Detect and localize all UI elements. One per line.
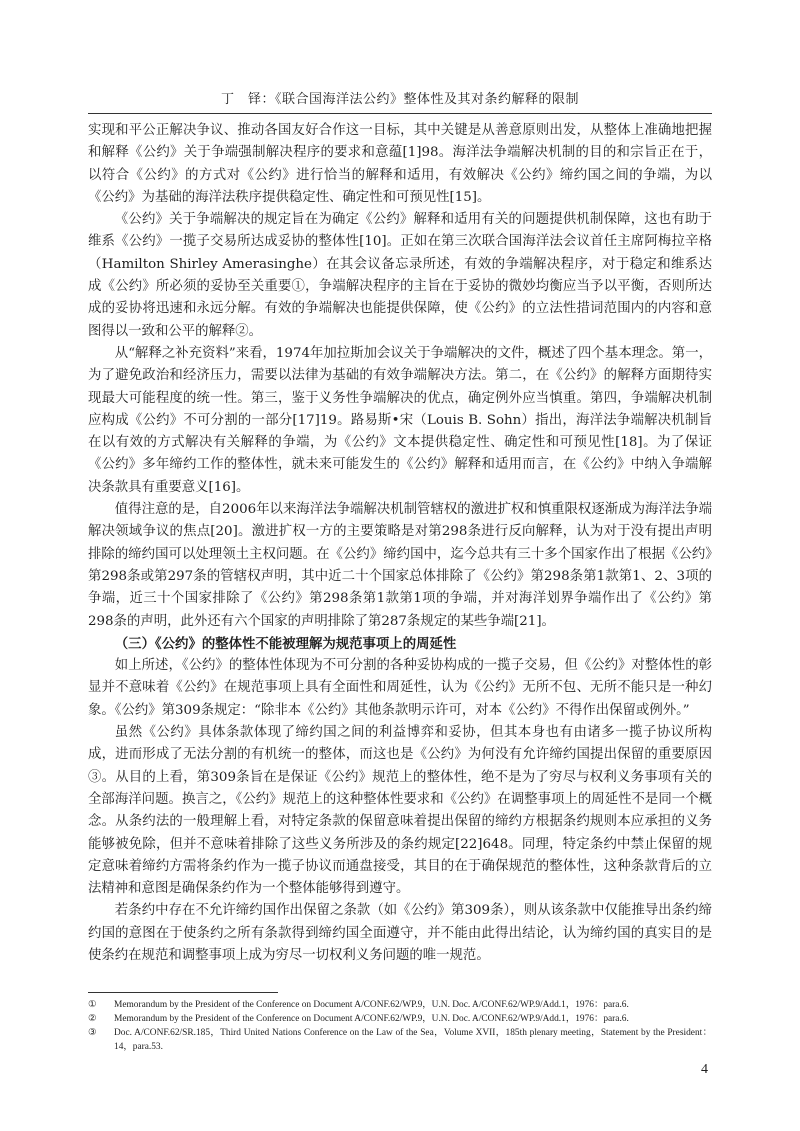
- footnote-1: [88, 998, 712, 1012]
- paragraph-7: 若条约中存在不允许缔约国作出保留之条款（如《公约》第309条），则从该条款中仅能推导出条约缔约国的意图在于使条约之所有条款得到缔约国全面遵守，并不能由此得出结论，认为缔约国的真实目的是使条约在规范和调整事项上成为穷尽一切权利义务问题的唯一规范。: [88, 903, 712, 963]
- article-body: [88, 120, 712, 967]
- footnote-text: Memorandum by the President of the Conference on Document A/CONF.62/WP.9，U.N. Doc. A/CONF.62/WP.9/Add.1，1976：para.6.: [114, 1014, 629, 1024]
- paragraph-6: 虽然《公约》具体条款体现了缔约国之间的利益博弈和妥协，但其本身也有由诸多一揽子协议所构成，进而形成了无法分割的有机统一的整体，而这也是《公约》为何没有允许缔约国提出保留的重要原因③。从目的上看，第309条旨在是保证《公约》规范上的整体性，绝不是为了穷尽与权利义务事项有关的全部海洋问题。换言之，《公约》规范上的这种整体性要求和《公约》在调整事项上的周延性不是同一个概念。从条约法的一般理解上看，对特定条款的保留意味着提出保留的缔约方根据条约规则本应承担的义务能够被免除，但并不意味着排除了这些义务所涉及的条约规定[22]648。同理，特定条约中禁止保留的规定意味着缔约方需将条约作为一揽子协议而通盘接受，其目的在于确保规范的整体性，这种条款背后的立法精神和意图是确保条约作为一个整体能够得到遵守。: [88, 725, 712, 897]
- paragraph-5: 如上所述，《公约》的整体性体现为不可分割的各种妥协构成的一揽子交易，但《公约》对整体性的彰显并不意味着《公约》在规范事项上具有全面性和周延性，认为《公约》无所不包、无所不能只是一种幻象。《公约》第309条规定：“除非本《公约》其他条款明示许可，对本《公约》不得作出保留或例外。”: [88, 658, 712, 718]
- footnote-text: Memorandum by the President of the Conference on Document A/CONF.62/WP.9，U.N. Doc. A/CONF.62/WP.9/Add.1，1976：para.6.: [114, 1000, 629, 1010]
- header-rule: [88, 113, 712, 114]
- footnote-rule: [88, 992, 278, 993]
- footnote-mark: ②: [88, 1014, 97, 1024]
- footnote-mark: ①: [88, 1000, 97, 1010]
- section-subheading: （三）《公约》的整体性不能被理解为规范事项上的周延性: [114, 635, 457, 652]
- page-number: 4: [701, 1062, 708, 1077]
- footnote-2: [88, 1012, 712, 1026]
- footnote-3: [88, 1026, 712, 1054]
- footnotes: [88, 998, 712, 1054]
- paragraph-3: 从“解释之补充资料”来看，1974年加拉斯加会议关于争端解决的文件，概述了四个基本理念。第一，为了避免政治和经济压力，需要以法律为基础的有效争端解决方法。第二，在《公约》的解释方面期待实现最大可能程度的统一性。第三，鉴于义务性争端解决的优点，确定例外应当慎重。第四，争端解决机制应构成《公约》不可分割的一部分[17]19。路易斯•宋（Louis B. Sohn）指出，海洋法争端解决机制旨在以有效的方式解决有关解释的争端，为《公约》文本提供稳定性、确定性和可预见性[18]。为了保证《公约》多年缔约工作的整体性，就未来可能发生的《公约》解释和适用而言，在《公约》中纳入争端解决条款具有重要意义[16]。: [88, 345, 712, 495]
- paragraph-2: 《公约》关于争端解决的规定旨在为确定《公约》解释和适用有关的问题提供机制保障，这也有助于维系《公约》一揽子交易所达成妥协的整体性[10]。正如在第三次联合国海洋法会议首任主席阿梅拉辛格（Hamilton Shirley Amerasinghe）在其会议备忘录所述，有效的争端解决程序，对于稳定和维系达成《公约》所必须的妥协至关重要①，争端解决程序的主旨在于妥协的微妙均衡应当予以平衡，否则所达成的妥协将迅速和永远分解。有效的争端解决也能提供保障，使《公约》的立法性措词范围内的内容和意图得以一致和公平的解释②。: [88, 212, 712, 339]
- running-title: 丁 铎：《联合国海洋法公约》整体性及其对条约解释的限制: [220, 92, 579, 107]
- running-header: [88, 88, 712, 112]
- paragraph-1: 实现和平公正解决争议、推动各国友好合作这一目标，其中关键是从善意原则出发，从整体上准确地把握和解释《公约》关于争端强制解决程序的要求和意蕴[1]98。海洋法争端解决机制的目的和宗旨正在于，以符合《公约》的方式对《公约》进行恰当的解释和适用，有效解决《公约》缔约国之间的争端，为以《公约》为基础的海洋法秩序提供稳定性、确定性和可预见性[15]。: [88, 123, 712, 205]
- footnote-mark: ③: [88, 1028, 97, 1038]
- footnote-text: Doc. A/CONF.62/SR.185，Third United Nations Conference on the Law of the Sea，Volume XVII，185th plenary meeting，Statement by the President：14，para.53.: [114, 1028, 712, 1052]
- paragraph-4: 值得注意的是，自2006年以来海洋法争端解决机制管辖权的激进扩权和慎重限权逐渐成为海洋法争端解决领域争议的焦点[20]。激进扩权一方的主要策略是对第298条进行反向解释，认为对于没有提出声明排除的缔约国可以处理领土主权问题。在《公约》缔约国中，迄今总共有三十多个国家作出了根据《公约》第298条或第297条的管辖权声明，其中近二十个国家总体排除了《公约》第298条第1款第1、2、3项的争端，近三十个国家排除了《公约》第298条第1款第1项的争端，并对海洋划界争端作出了《公约》第298条的声明，此外还有六个国家的声明排除了第287条规定的某些争端[21]。: [88, 502, 712, 629]
